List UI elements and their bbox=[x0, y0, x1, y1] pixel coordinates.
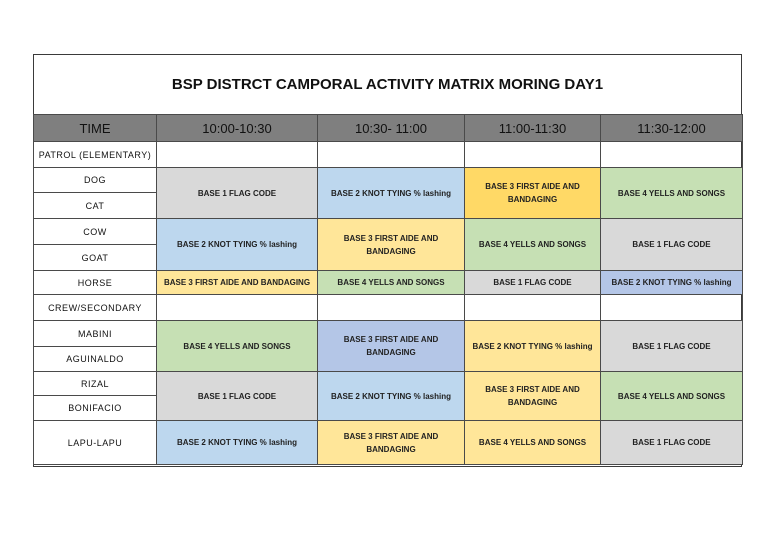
table-row bbox=[34, 168, 743, 193]
group-bonifacio: BONIFACIO bbox=[34, 396, 157, 421]
header-slot-4: 11:30-12:00 bbox=[601, 115, 743, 142]
table-row bbox=[34, 372, 743, 396]
activity-cell: BASE 4 YELLS AND SONGS bbox=[318, 271, 465, 295]
section-patrol: PATROL (ELEMENTARY) bbox=[34, 142, 157, 168]
activity-cell: BASE 1 FLAG CODE bbox=[157, 168, 318, 219]
group-mabini: MABINI bbox=[34, 321, 157, 347]
table-row bbox=[34, 271, 743, 295]
header-slot-3: 11:00-11:30 bbox=[465, 115, 601, 142]
activity-cell: BASE 3 FIRST AIDE AND BANDAGING bbox=[318, 421, 465, 465]
group-lapulapu: LAPU-LAPU bbox=[34, 421, 157, 465]
group-horse: HORSE bbox=[34, 271, 157, 295]
group-cow: COW bbox=[34, 219, 157, 245]
activity-cell: BASE 4 YELLS AND SONGS bbox=[465, 219, 601, 271]
activity-cell: BASE 3 FIRST AIDE AND BANDAGING bbox=[157, 271, 318, 295]
header-row bbox=[34, 115, 743, 142]
header-slot-1: 10:00-10:30 bbox=[157, 115, 318, 142]
activity-cell: BASE 4 YELLS AND SONGS bbox=[465, 421, 601, 465]
activity-cell: BASE 3 FIRST AIDE AND BANDAGING bbox=[465, 372, 601, 421]
activity-cell: BASE 4 YELLS AND SONGS bbox=[601, 372, 743, 421]
activity-cell: BASE 3 FIRST AIDE AND BANDAGING bbox=[318, 321, 465, 372]
table-row bbox=[34, 295, 743, 321]
activity-cell: BASE 2 KNOT TYING % lashing bbox=[601, 271, 743, 295]
activity-cell: BASE 3 FIRST AIDE AND BANDAGING bbox=[318, 219, 465, 271]
header-time: TIME bbox=[34, 115, 157, 142]
group-aguinaldo: AGUINALDO bbox=[34, 347, 157, 372]
activity-cell: BASE 2 KNOT TYING % lashing bbox=[157, 421, 318, 465]
header-slot-2: 10:30- 11:00 bbox=[318, 115, 465, 142]
page-title: BSP DISTRCT CAMPORAL ACTIVITY MATRIX MORING DAY1 bbox=[171, 75, 604, 93]
activity-cell: BASE 1 FLAG CODE bbox=[601, 421, 743, 465]
table-row bbox=[34, 321, 743, 347]
section-crew: CREW/SECONDARY bbox=[34, 295, 157, 321]
activity-cell: BASE 1 FLAG CODE bbox=[601, 321, 743, 372]
activity-cell: BASE 2 KNOT TYING % lashing bbox=[465, 321, 601, 372]
activity-cell: BASE 4 YELLS AND SONGS bbox=[601, 168, 743, 219]
group-dog: DOG bbox=[34, 168, 157, 193]
table-row bbox=[34, 421, 743, 465]
group-cat: CAT bbox=[34, 193, 157, 219]
activity-matrix bbox=[33, 114, 743, 465]
group-goat: GOAT bbox=[34, 245, 157, 271]
activity-cell: BASE 4 YELLS AND SONGS bbox=[157, 321, 318, 372]
activity-cell: BASE 1 FLAG CODE bbox=[157, 372, 318, 421]
activity-cell: BASE 3 FIRST AIDE AND BANDAGING bbox=[465, 168, 601, 219]
group-rizal: RIZAL bbox=[34, 372, 157, 396]
activity-cell: BASE 1 FLAG CODE bbox=[465, 271, 601, 295]
activity-cell: BASE 1 FLAG CODE bbox=[601, 219, 743, 271]
table-row bbox=[34, 142, 743, 168]
activity-cell: BASE 2 KNOT TYING % lashing bbox=[318, 372, 465, 421]
activity-cell: BASE 2 KNOT TYING % lashing bbox=[157, 219, 318, 271]
activity-cell: BASE 2 KNOT TYING % lashing bbox=[318, 168, 465, 219]
table-row bbox=[34, 219, 743, 245]
